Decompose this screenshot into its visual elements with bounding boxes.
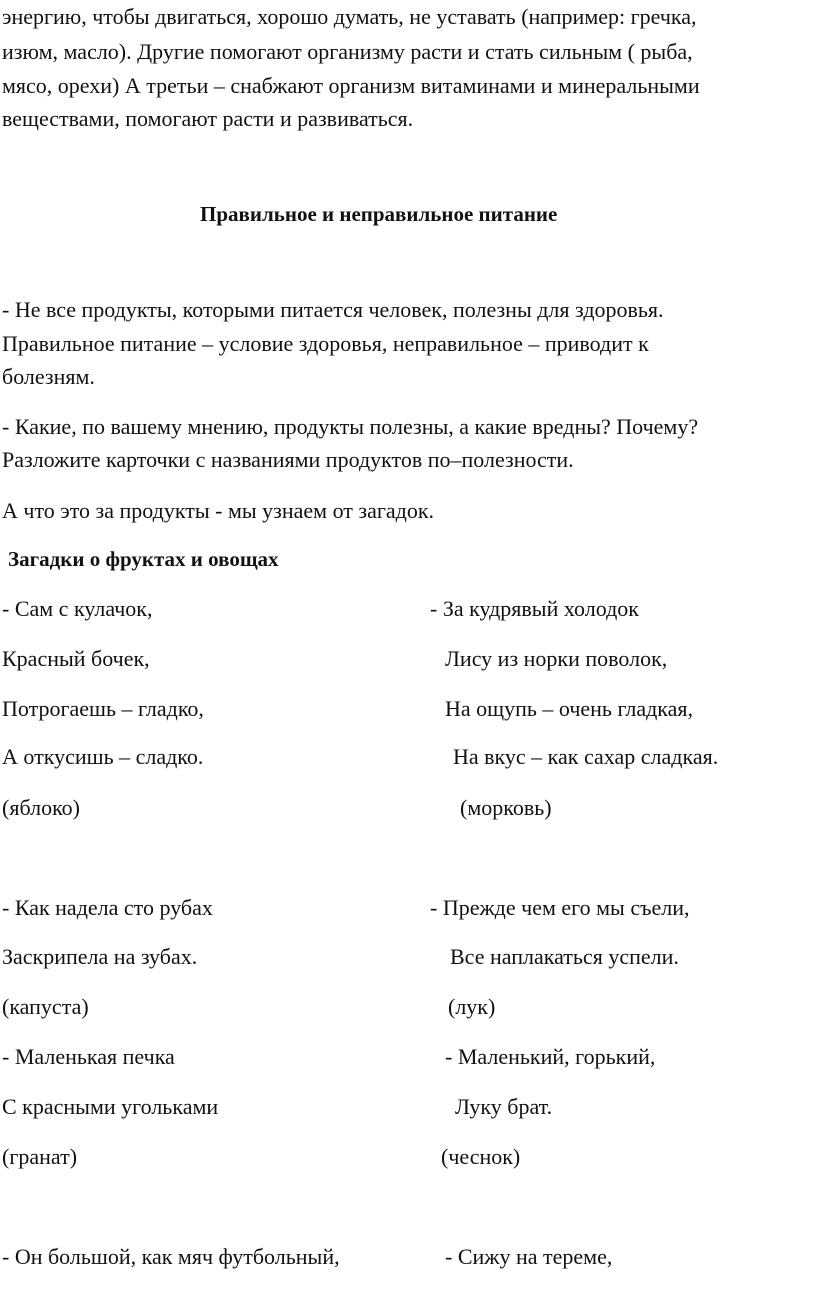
riddle3-right-line-2: Луку брат.	[455, 1094, 553, 1119]
section-title: Правильное и неправильное питание	[200, 202, 558, 226]
para2-line-2: Разложите карточки с названиями продуктов по–полезности.	[2, 447, 574, 472]
riddle1-left-line-3: Потрогаешь – гладко,	[2, 696, 204, 721]
riddle3-answer-right: (чеснок)	[441, 1144, 521, 1169]
para3-line: А что это за продукты - мы узнаем от загадок.	[2, 498, 435, 523]
riddle1-left-line-1: - Сам с кулачок,	[2, 596, 153, 621]
para1-line-2: Правильное питание – условие здоровья, неправильное – приводит к	[2, 331, 649, 356]
riddle2-left-line-2: Заскрипела на зубах.	[2, 944, 198, 969]
riddle3-answer-left: (гранат)	[2, 1144, 78, 1169]
riddle1-answer-right: (морковь)	[460, 795, 552, 820]
riddle2-answer-left: (капуста)	[2, 994, 89, 1019]
intro-line-3: мясо, орехи) А третьи – снабжают организм витаминами и минеральными	[2, 73, 700, 98]
riddles-title: Загадки о фруктах и овощах	[8, 547, 279, 571]
intro-line-4: веществами, помогают расти и развиваться.	[2, 106, 414, 131]
para2-line-1: - Какие, по вашему мнению, продукты полезны, а какие вредны? Почему?	[2, 414, 699, 439]
riddle3-left-line-1: - Маленькая печка	[2, 1044, 175, 1069]
intro-line-2: изюм, масло). Другие помогают организму расти и стать сильным ( рыба,	[2, 39, 693, 64]
riddle3-left-line-2: С красными угольками	[2, 1094, 219, 1119]
riddle2-answer-right: (лук)	[448, 994, 496, 1019]
para1-line-3: болезням.	[2, 364, 95, 389]
riddle3-right-line-1: - Маленький, горький,	[445, 1044, 656, 1069]
intro-line-1: энергию, чтобы двигаться, хорошо думать, не уставать (например: гречка,	[2, 4, 697, 29]
riddle1-right-line-3: На ощупь – очень гладкая,	[445, 696, 694, 721]
para1-line-1: - Не все продукты, которыми питается человек, полезны для здоровья.	[2, 297, 664, 322]
riddle1-right-line-1: - За кудрявый холодок	[430, 596, 639, 621]
riddle1-left-line-4: А откусишь – сладко.	[2, 744, 204, 769]
riddle4-left-line-1: - Он большой, как мяч футбольный,	[2, 1244, 340, 1269]
riddle1-left-line-2: Красный бочек,	[2, 646, 150, 671]
riddle2-left-line-1: - Как надела сто рубах	[2, 895, 213, 920]
riddle2-right-line-2: Все наплакаться успели.	[450, 944, 679, 969]
riddle4-right-line-1: - Сижу на тереме,	[445, 1244, 613, 1269]
riddle1-answer-left: (яблоко)	[2, 795, 80, 820]
riddle1-right-line-2: Лису из норки поволок,	[445, 646, 668, 671]
riddle2-right-line-1: - Прежде чем его мы съели,	[430, 895, 690, 920]
riddle1-right-line-4: На вкус – как сахар сладкая.	[453, 744, 719, 769]
